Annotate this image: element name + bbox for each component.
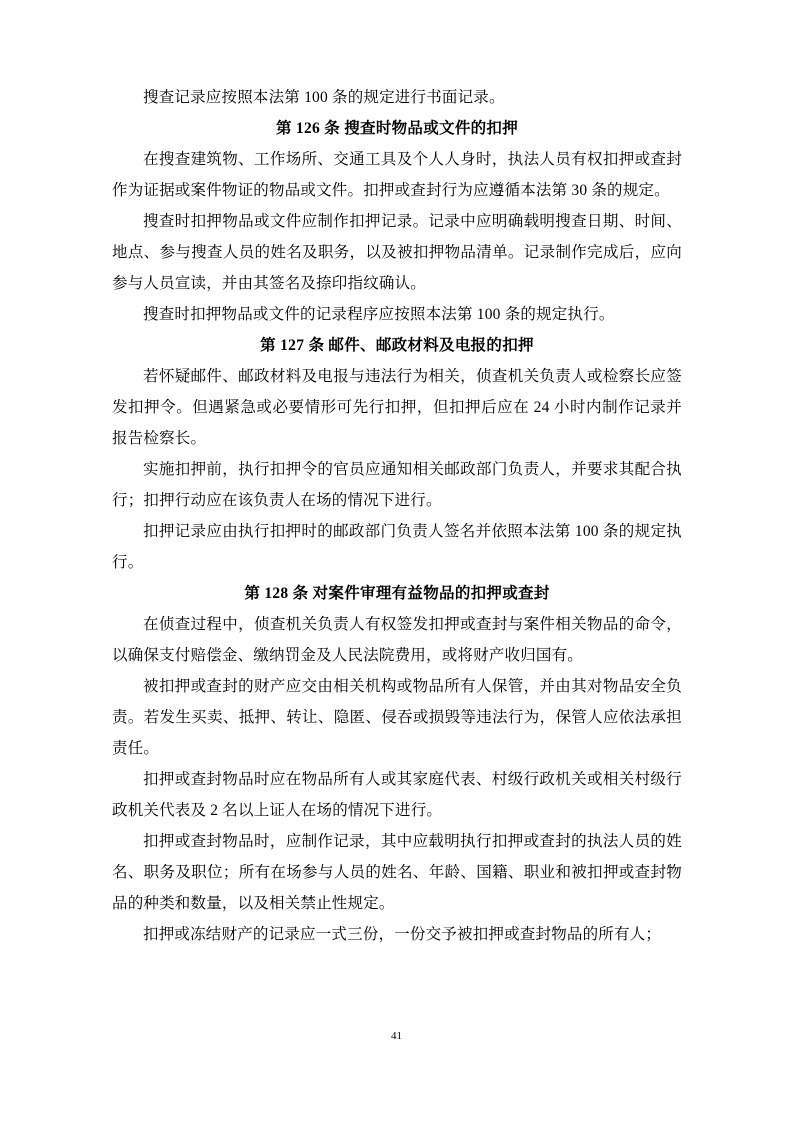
body-paragraph: 扣押或冻结财产的记录应一式三份，一份交予被扣押或查封物品的所有人； xyxy=(143,926,662,943)
body-paragraph: 搜查记录应按照本法第 100 条的规定进行书面记录。 xyxy=(143,89,505,106)
body-paragraph: 在搜查建筑物、工作场所、交通工具及个人人身时，执法人员有权扣押或查封作为证据或案件物证的物品或文件。扣押或查封行为应遵循本法第 30 条的规定。 xyxy=(112,151,682,199)
body-paragraph: 在侦查过程中，侦查机关负责人有权签发扣押或查封与案件相关物品的命令，以确保支付赔偿金、缴纳罚金及人民法院费用，或将财产收归国有。 xyxy=(112,616,682,664)
body-paragraph: 搜查时扣押物品或文件的记录程序应按照本法第 100 条的规定执行。 xyxy=(143,306,615,323)
document-body xyxy=(112,82,682,950)
body-paragraph: 扣押或查封物品时，应制作记录，其中应载明执行扣押或查封的执法人员的姓名、职务及职位；所有在场参与人员的姓名、年龄、国籍、职业和被扣押或查封物品的种类和数量，以及相关禁止性规定。 xyxy=(112,833,682,912)
body-paragraph: 扣押或查封物品时应在物品所有人或其家庭代表、村级行政机关或相关村级行政机关代表及 2 名以上证人在场的情况下进行。 xyxy=(112,771,682,819)
body-paragraph: 被扣押或查封的财产应交由相关机构或物品所有人保管，并由其对物品安全负责。若发生买卖、抵押、转让、隐匿、侵吞或损毁等违法行为，保管人应依法承担责任。 xyxy=(112,678,682,757)
body-paragraph: 实施扣押前，执行扣押令的官员应通知相关邮政部门负责人，并要求其配合执行；扣押行动应在该负责人在场的情况下进行。 xyxy=(112,461,682,509)
section-heading: 第 128 条 对案件审理有益物品的扣押或查封 xyxy=(244,585,550,602)
body-paragraph: 若怀疑邮件、邮政材料及电报与违法行为相关，侦查机关负责人或检察长应签发扣押令。但遇紧急或必要情形可先行扣押，但扣押后应在 24 小时内制作记录并报告检察长。 xyxy=(112,368,682,447)
page-number: 41 xyxy=(391,1030,402,1042)
body-paragraph: 搜查时扣押物品或文件应制作扣押记录。记录中应明确载明搜查日期、时间、地点、参与搜查人员的姓名及职务，以及被扣押物品清单。记录制作完成后，应向参与人员宣读，并由其签名及捺印指纹确认。 xyxy=(112,213,682,292)
section-heading: 第 127 条 邮件、邮政材料及电报的扣押 xyxy=(260,337,534,354)
body-paragraph: 扣押记录应由执行扣押时的邮政部门负责人签名并依照本法第 100 条的规定执行。 xyxy=(112,523,682,571)
section-heading: 第 126 条 搜查时物品或文件的扣押 xyxy=(275,120,519,137)
